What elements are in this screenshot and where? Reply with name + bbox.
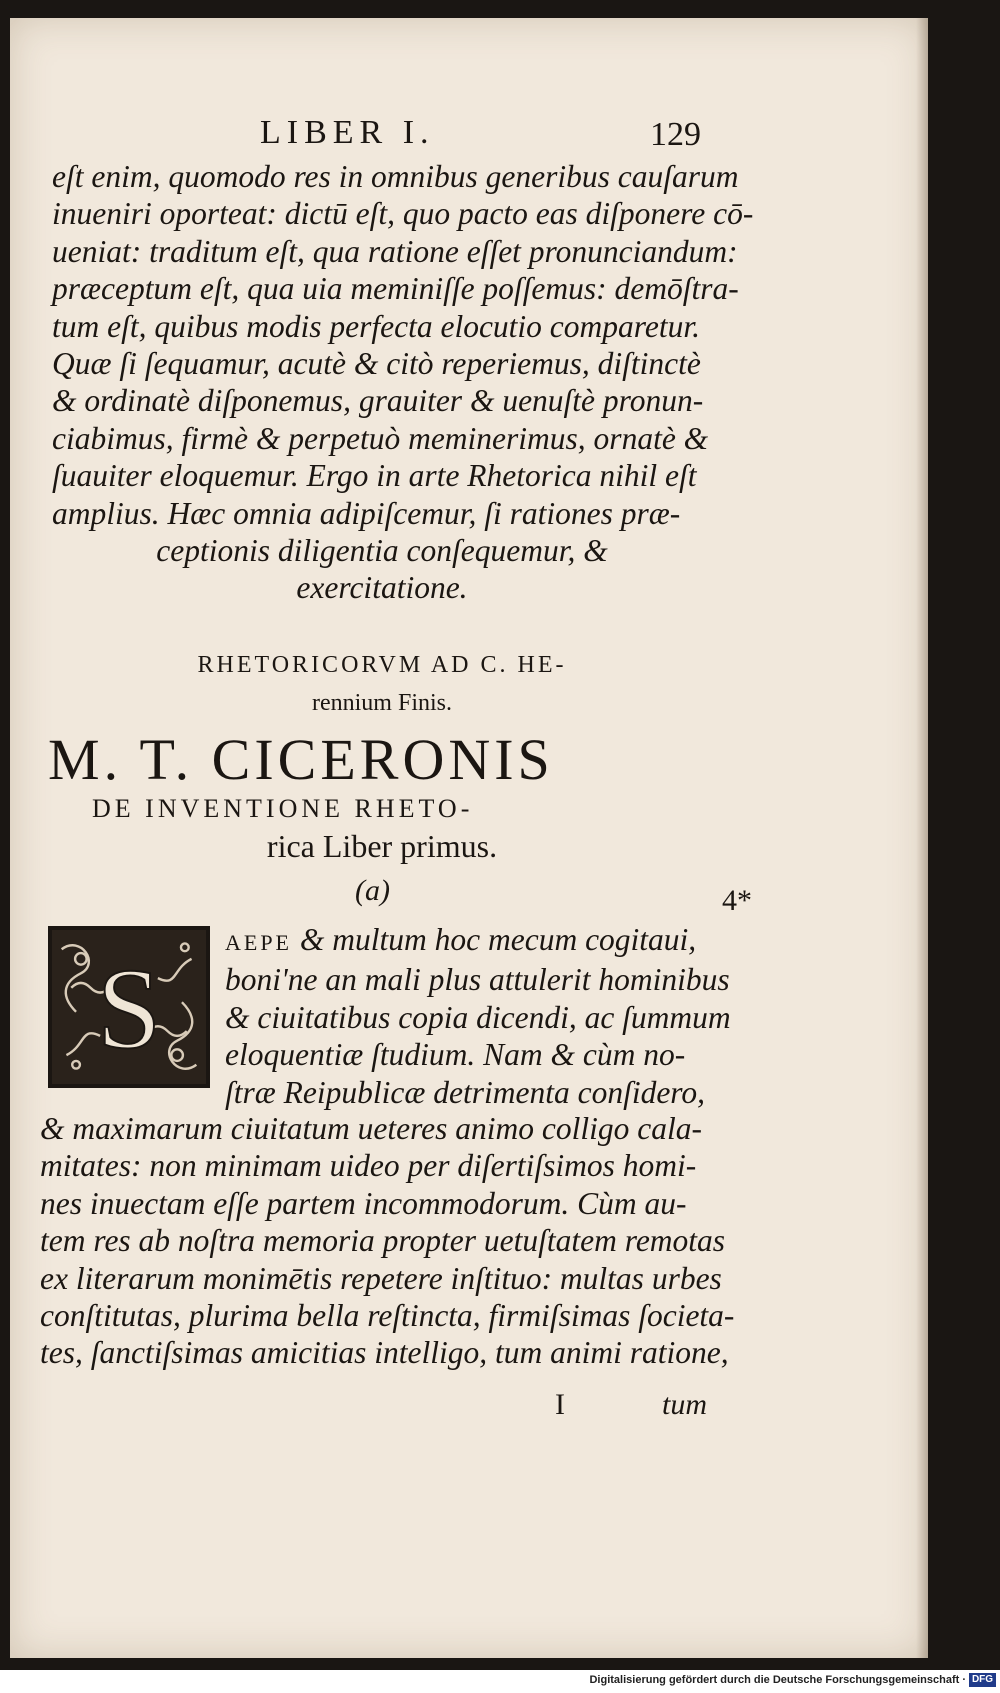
text-line: boni'ne an mali plus attulerit hominibus: [225, 962, 730, 998]
text-line: & ordinatè diſponemus, grauiter & uenuſtè pronun-: [52, 383, 704, 419]
text-line: eſt enim, quomodo res in omnibus generibus cauſarum: [52, 159, 739, 194]
text-line-centered: ceptionis diligentia conſequemur, &: [156, 533, 608, 569]
chapter-subtitle-line-1: DE INVENTIONE RHETO-: [92, 794, 474, 823]
text-line: conſtitutas, plurima bella reſtincta, firmiſsimas ſocieta-: [40, 1298, 735, 1334]
text-line: ſuauiter eloquemur. Ergo in arte Rhetorica nihil eſt: [52, 458, 697, 494]
chapter-title: M. T. CICERONIS: [48, 727, 554, 792]
dfg-logo-icon: DFG: [969, 1673, 996, 1687]
catchword: tum: [662, 1388, 707, 1421]
decorated-initial-s: [48, 926, 210, 1088]
text-line: tum eſt, quibus modis perfecta elocutio comparetur.: [52, 308, 700, 344]
text-line: tem res ab noſtra memoria propter uetuſtatem remotas: [40, 1223, 726, 1259]
page-number: 129: [650, 116, 701, 153]
text-line: ex literarum monimētis repetere inſtituo: multas urbes: [40, 1260, 722, 1296]
text-line: nes inuectam eſſe partem incommodorum. Cùm au-: [40, 1185, 687, 1221]
explicit-line-1: RHETORICORVM AD C. HE-: [197, 652, 567, 678]
text-line: ſtræ Reipublicæ detrimenta conſidero,: [225, 1074, 706, 1110]
text-line: eloquentiæ ſtudium. Nam & cùm no-: [225, 1037, 686, 1073]
text-line-part: & multum hoc mecum cogitaui,: [299, 922, 697, 957]
text-line: amplius. Hæc omnia adipiſcemur, ſi rationes præ-: [52, 495, 681, 531]
explicit-line-2: rennium Finis.: [311, 690, 452, 716]
text-line: ciabimus, firmè & perpetuò meminerimus, ornatè &: [52, 420, 709, 456]
paragraph-1: [52, 158, 754, 607]
running-head: LIBER I.: [260, 114, 435, 151]
section-label: (a): [355, 874, 390, 907]
initial-letter: S: [96, 944, 162, 1073]
text-line: inueniri oporteat: dictū eſt, quo pacto eas diſponere cō-: [52, 196, 754, 232]
explicit-colophon: [52, 646, 712, 722]
signature-mark: I: [555, 1388, 565, 1421]
text-line: & ciuitatibus copia dicendi, ac ſummum: [225, 999, 731, 1035]
paragraph-2-body: [40, 1110, 735, 1372]
margin-note: 4*: [722, 884, 752, 917]
text-line: [225, 921, 725, 961]
lead-caps: AEPE: [225, 930, 292, 955]
text-line-centered: exercitatione.: [296, 570, 468, 606]
footer-credit: Digitalisierung gefördert durch die Deutsche Forschungsgemeinschaft ·: [589, 1674, 966, 1686]
text-line: mitates: non minimam uideo per diſertiſsimos homi-: [40, 1148, 697, 1184]
text-line: ueniat: traditum eſt, qua ratione eſſet pronunciandum:: [52, 233, 738, 269]
floral-initial-icon: [52, 930, 206, 1084]
text-line: tes, ſanctiſsimas amicitias intelligo, tum animi ratione,: [40, 1335, 729, 1371]
text-line: & maximarum ciuitatum ueteres animo colligo cala-: [40, 1111, 702, 1146]
paragraph-2-opening: [225, 921, 731, 1111]
text-line: Quæ ſi ſequamur, acutè & citò reperiemus, diſtinctè: [52, 346, 701, 382]
book-page: [10, 18, 928, 1658]
chapter-subtitle-line-2: rica Liber primus.: [266, 828, 498, 864]
text-line: præceptum eſt, qua uia meminiſſe poſſemus: demōſtra-: [52, 271, 739, 307]
